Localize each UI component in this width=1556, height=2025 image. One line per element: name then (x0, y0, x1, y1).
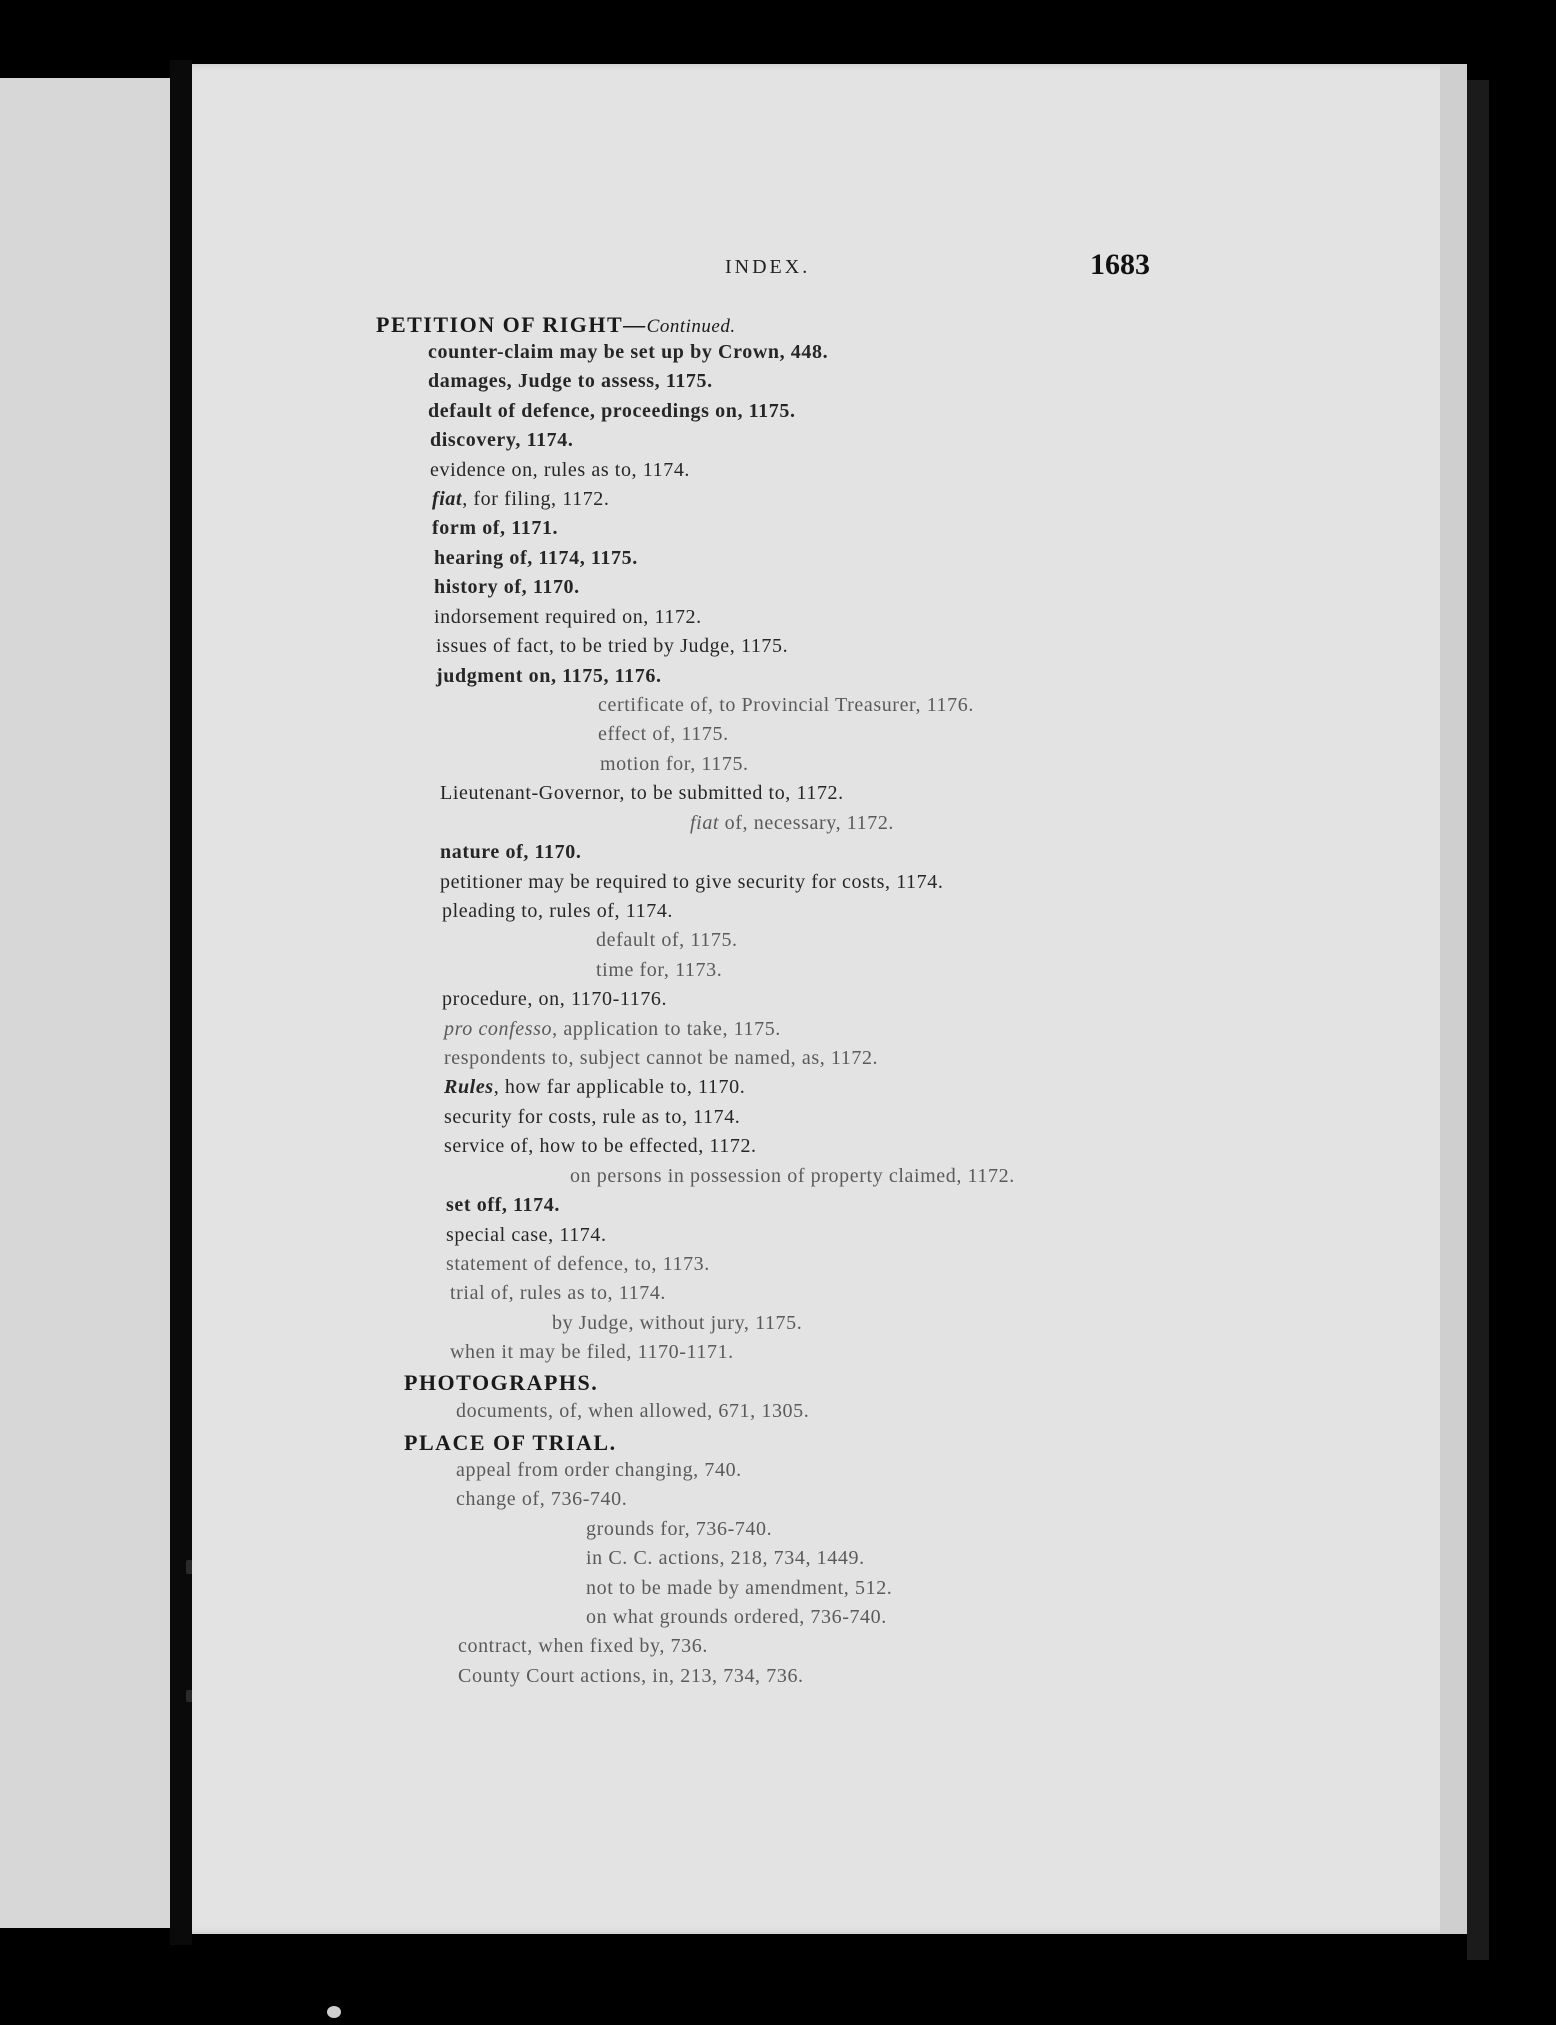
entry-text: , application to take, 1175. (552, 1018, 781, 1040)
index-entry: procedure, on, 1170-1176. (442, 988, 668, 1010)
index-entry: default of defence, proceedings on, 1175. (428, 400, 796, 422)
index-entry (444, 1018, 781, 1041)
index-entry: discovery, 1174. (430, 429, 574, 451)
index-subentry: grounds for, 736-740. (586, 1518, 773, 1540)
italic-term: pro confesso (444, 1018, 553, 1040)
index-subentry: on persons in possession of property claimed, 1172. (570, 1165, 1015, 1187)
index-entry: hearing of, 1174, 1175. (434, 547, 638, 569)
index-entry: respondents to, subject cannot be named, as, 1172. (444, 1047, 879, 1069)
index-subentry: certificate of, to Provincial Treasurer, 1176. (598, 694, 974, 716)
index-entry: issues of fact, to be tried by Judge, 1175. (436, 635, 789, 657)
index-entry: appeal from order changing, 740. (456, 1459, 742, 1481)
index-entry: service of, how to be effected, 1172. (444, 1135, 757, 1157)
index-entry: form of, 1171. (432, 517, 559, 539)
index-entry: nature of, 1170. (440, 841, 582, 863)
italic-term: fiat (432, 488, 463, 510)
index-entry: security for costs, rule as to, 1174. (444, 1106, 741, 1128)
entry-text: , how far applicable to, 1170. (493, 1076, 746, 1098)
index-entry: history of, 1170. (434, 576, 580, 598)
index-entry: pleading to, rules of, 1174. (442, 900, 674, 922)
index-subentry: in C. C. actions, 218, 734, 1449. (586, 1547, 865, 1569)
index-subentry: by Judge, without jury, 1175. (552, 1312, 803, 1334)
index-subentry (690, 812, 894, 835)
index-entry: set off, 1174. (446, 1194, 560, 1216)
section-heading: PHOTOGRAPHS. (404, 1370, 599, 1395)
heading-continued: Continued. (646, 316, 736, 337)
index-entry: trial of, rules as to, 1174. (450, 1282, 667, 1304)
index-subentry: default of, 1175. (596, 929, 738, 951)
index-subentry: not to be made by amendment, 512. (586, 1577, 893, 1599)
index-entry: statement of defence, to, 1173. (446, 1253, 710, 1275)
index-entry: counter-claim may be set up by Crown, 448. (428, 341, 829, 363)
index-subentry: motion for, 1175. (600, 753, 749, 775)
index-entry: when it may be filed, 1170-1171. (450, 1341, 734, 1363)
index-entry: Lieutenant-Governor, to be submitted to, 1172. (440, 782, 844, 804)
index-entry: evidence on, rules as to, 1174. (430, 459, 691, 481)
running-title: INDEX. (725, 256, 811, 278)
section-heading (376, 312, 736, 338)
italic-term: Rules (444, 1076, 494, 1098)
index-subentry: time for, 1173. (596, 959, 723, 981)
page-number: 1683 (1090, 248, 1150, 281)
section-heading: PLACE OF TRIAL. (404, 1430, 617, 1455)
entry-text: , for filing, 1172. (462, 488, 610, 510)
index-entry (444, 1076, 745, 1099)
index-entry (432, 488, 610, 511)
index-entry: County Court actions, in, 213, 734, 736. (458, 1665, 804, 1687)
heading-text: PETITION OF RIGHT— (376, 312, 647, 337)
index-entry: contract, when fixed by, 736. (458, 1635, 708, 1657)
index-subentry: on what grounds ordered, 736-740. (586, 1606, 887, 1628)
index-entry: judgment on, 1175, 1176. (436, 665, 662, 687)
entry-text: of, necessary, 1172. (719, 812, 895, 834)
index-entry: change of, 736-740. (456, 1488, 628, 1510)
index-subentry: effect of, 1175. (598, 723, 729, 745)
index-entry: petitioner may be required to give security for costs, 1174. (440, 871, 944, 893)
index-entry: damages, Judge to assess, 1175. (428, 370, 713, 392)
index-entry: special case, 1174. (446, 1224, 607, 1246)
italic-term: fiat (690, 812, 720, 834)
index-entry: documents, of, when allowed, 671, 1305. (456, 1400, 810, 1422)
index-entry: indorsement required on, 1172. (434, 606, 702, 628)
